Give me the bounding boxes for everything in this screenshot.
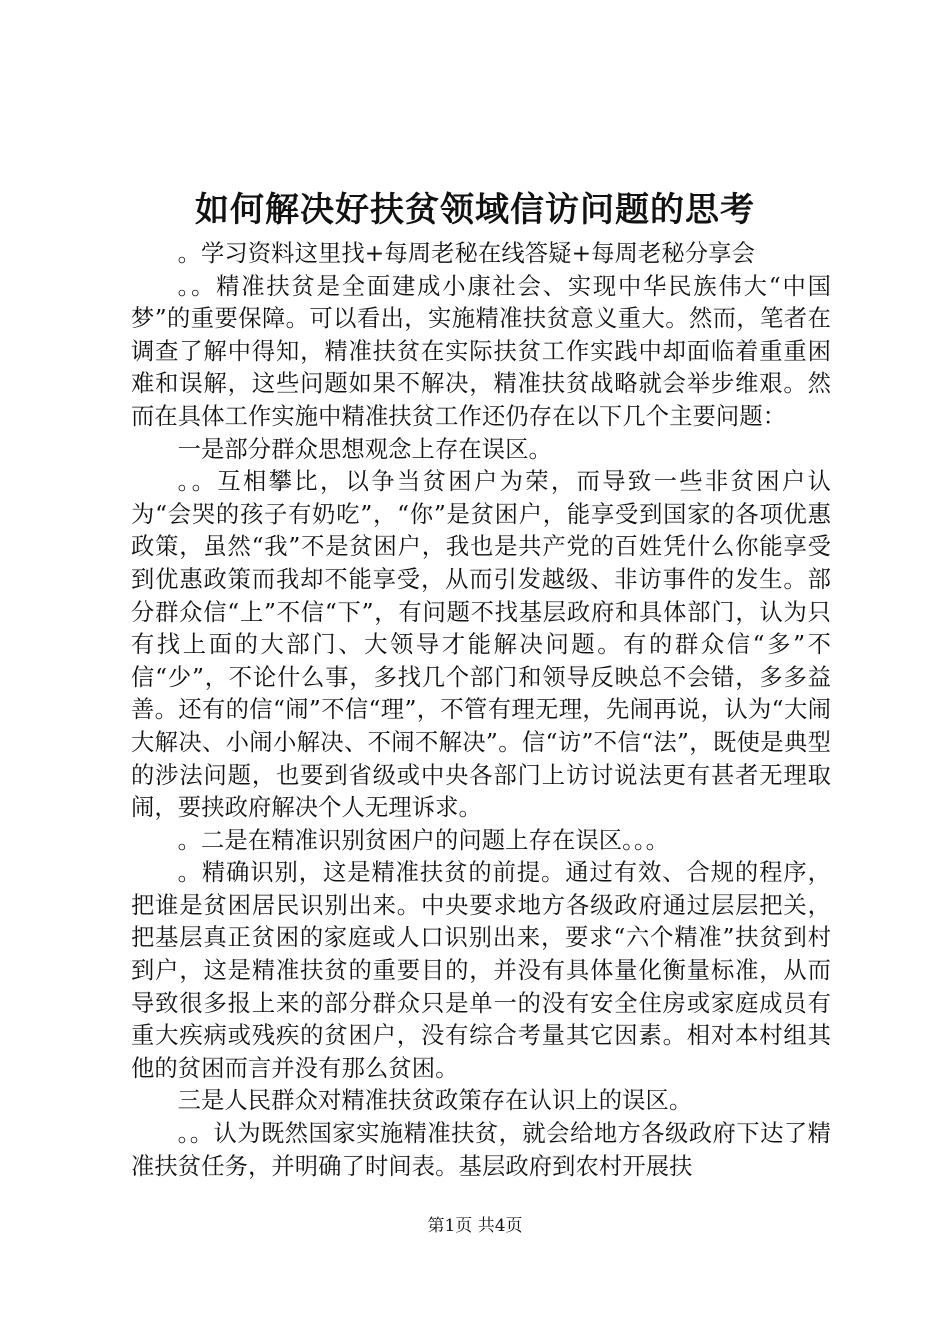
paragraph: 。学习资料这里找+每周老秘在线答疑+每周老秘分享会 xyxy=(177,240,755,267)
paragraph: 。。认为既然国家实施精准扶贫，就会给地方各级政府下达了精准扶贫任务，并明确了时间表。基层政府到农村开展扶 xyxy=(131,1120,831,1180)
paragraph: 。二是在精准识别贫困户的问题上存在误区。。。 xyxy=(177,826,670,854)
document-title: 如何解决好扶贫领域信访问题的思考 xyxy=(195,190,755,230)
paragraph: 一是部分群众思想观念上存在误区。 xyxy=(177,435,552,463)
page-footer: 第1页 共4页 xyxy=(427,1216,523,1236)
paragraph: 三是人民群众对精准扶贫政策存在认识上的误区。 xyxy=(177,1087,693,1115)
paragraph: 。。互相攀比，以争当贫困户为荣，而导致一些非贫困户认为“会哭的孩子有奶吃”，“你”是贫困户，能享受到国家的各项优惠政策，虽然“我”不是贫困户，我也是共产党的百姓凭什么你能享受到优惠政策而我却不能享受，从而引发越级、非访事件的发生。部分群众信“上”不信“下”，有问题不找基层政府和具体部门，认为只有找上面的大部门、大领导才能解决问题。有的群众信“多”不信“少”，不论什么事，多找几个部门和领导反映总不会错，多多益善。还有的信“闹”不信“理”，不管有理无理，先闹再说，认为“大闹大解决、小闹小解决、不闹不解决”。信“访”不信“法”，既使是典型的涉法问题，也要到省级或中央各部门上访讨说法更有甚者无理取闹，要挟政府解决个人无理诉求。 xyxy=(131,468,831,822)
document-body xyxy=(131,238,831,1183)
paragraph: 。。精准扶贫是全面建成小康社会、实现中华民族伟大“中国梦”的重要保障。可以看出，实施精准扶贫意义重大。然而，笔者在调查了解中得知，精准扶贫在实际扶贫工作实践中却面临着重重困难和误解，这些问题如果不解决，精准扶贫战略就会举步维艰。然而在具体工作实施中精准扶贫工作还仍存在以下几个主要问题： xyxy=(131,272,831,430)
paragraph: 。精确识别，这是精准扶贫的前提。通过有效、合规的程序，把谁是贫困居民识别出来。中央要求地方各级政府通过层层把关，把基层真正贫困的家庭或人口识别出来，要求“六个精准”扶贫到村到户，这是精准扶贫的重要目的，并没有具体量化衡量标准，从而导致很多报上来的部分群众只是单一的没有安全住房或家庭成员有重大疾病或残疾的贫困户，没有综合考量其它因素。相对本村组其他的贫困而言并没有那么贫困。 xyxy=(131,859,831,1082)
